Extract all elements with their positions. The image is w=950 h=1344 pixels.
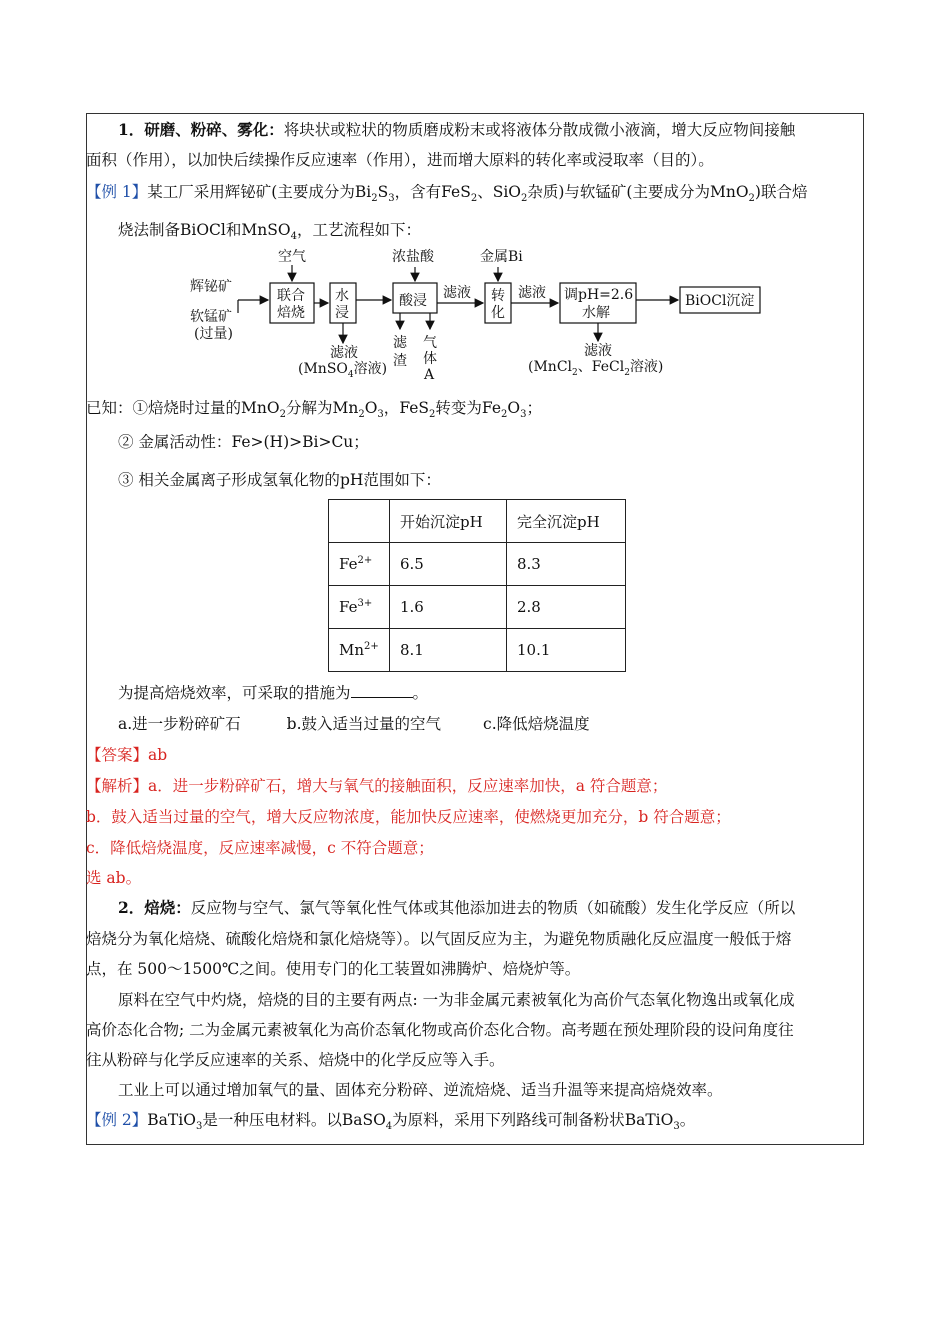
flow-water2: 浸	[335, 305, 349, 321]
example1-text-a: 某工厂采用辉铋矿(主要成分为	[147, 183, 355, 201]
end-ph-cell: 2.8	[507, 586, 626, 629]
answer-value: ab	[148, 746, 168, 764]
table-corner-cell	[329, 500, 390, 543]
analysis-tag: 【解析】	[86, 777, 149, 795]
known-text-i: 范围如下：	[363, 471, 441, 489]
known-text-h: ③ 相关金属离子形成氢氧化物的	[118, 471, 340, 489]
analysis-b: b．鼓入适当过量的空气，增大反应物浓度，能加快反应速率，使燃烧更加充分，b 符合题意；	[86, 808, 731, 826]
ph-range-table	[328, 499, 626, 672]
table-header-row	[329, 500, 626, 543]
question-options	[118, 714, 590, 734]
section1-line1	[118, 120, 795, 140]
flow-roast2: 焙烧	[277, 305, 305, 321]
table-header-end: 完全沉淀pH	[507, 500, 626, 543]
option-a: a.进一步粉碎矿石	[118, 715, 241, 733]
example1-text-e: 烧法制备BiOCl和	[118, 221, 242, 239]
formula-mn2o3: $Mn_2O_3$	[332, 399, 384, 421]
end-ph-cell: 8.3	[507, 543, 626, 586]
flow-residue1: 滤	[393, 335, 407, 351]
flow-excess: (过量)	[194, 326, 233, 342]
analysis-line1	[86, 776, 667, 796]
start-ph-cell: 6.5	[390, 543, 507, 586]
flow-filtrate1: 滤液	[330, 345, 358, 361]
formula-fe2o3: $Fe_2O_3$	[481, 399, 527, 421]
example2-text-a: 是一种压电材料。以	[202, 1111, 342, 1129]
formula-batio3: BaTiO$_3$	[147, 1111, 203, 1133]
section2-heading: 2．焙烧：	[118, 898, 191, 917]
ion-cell: $Fe^{2+}$	[329, 543, 390, 586]
formula-batio3-b: BaTiO$_3$	[624, 1111, 680, 1133]
flow-product: BiOCl沉淀	[685, 293, 755, 309]
answer-tag: 【答案】	[86, 746, 149, 764]
example1-text-d: )联合焙	[754, 183, 808, 201]
section1-line2: 面积（作用），以加快后续操作反应速率（作用），进而增大原料的转化率或浸取率（目的）。	[86, 151, 714, 169]
known-line3	[118, 470, 441, 490]
flow-roast1: 联合	[277, 288, 305, 304]
question-text: 为提高焙烧效率，可采取的措施为	[118, 684, 351, 702]
section2-para3: 工业上可以通过增加氧气的量、固体充分粉碎、逆流焙烧、适当升温等来提高焙烧效率。	[118, 1081, 723, 1099]
formula-fes2-b: FeS$_2$	[399, 399, 436, 421]
analysis-a: a．进一步粉碎矿石，增大与氧气的接触面积，反应速率加快，a 符合题意；	[148, 777, 668, 795]
metal-activity: Fe>(H)>Bi>Cu	[231, 433, 354, 451]
example2-text-b: 为原料，采用下列路线可制备粉状	[392, 1111, 625, 1129]
analysis-conclusion: 选 ab。	[86, 869, 142, 887]
flow-ore2: 软锰矿	[190, 309, 232, 325]
example1-text-f: ，工艺流程如下：	[296, 221, 421, 239]
ion-cell: $Fe^{3+}$	[329, 586, 390, 629]
flow-bi: 金属Bi	[480, 249, 523, 265]
section2-para2-line1: 原料在空气中灼烧，焙烧的目的主要有两点: 一为非金属元素被氧化为高价气态氧化物逸出或氧化成	[118, 991, 795, 1009]
flow-acid: 酸浸	[399, 293, 427, 309]
ph-symbol: pH	[339, 471, 364, 489]
example2-line	[86, 1110, 695, 1137]
start-ph-cell: 1.6	[390, 586, 507, 629]
known-text-b: 分解为	[285, 399, 333, 417]
example1-line1	[86, 182, 807, 209]
end-ph-cell: 10.1	[507, 629, 626, 672]
known-line2	[118, 432, 369, 452]
flow-residue2: 渣	[393, 353, 407, 369]
section2-para2-line3: 往从粉碎与化学反应速率的关系、焙烧中的化学反应等入手。	[86, 1051, 505, 1069]
example2-tag: 【例 2】	[86, 1111, 148, 1129]
question-end: 。	[412, 684, 429, 702]
section2-line3: 点，在 500～1500℃之间。使用专门的化工装置如沸腾炉、焙烧炉等。	[86, 960, 581, 978]
flow-gas2: 体	[423, 351, 437, 367]
process-flow-diagram	[180, 245, 780, 385]
flow-hydro2: 水解	[582, 305, 610, 321]
flow-conv1: 转	[491, 288, 505, 304]
flow-gas1: 气	[423, 335, 437, 351]
table-header-start: 开始沉淀pH	[390, 500, 507, 543]
flow-water1: 水	[335, 288, 349, 304]
answer-line	[86, 745, 167, 765]
section2-line2: 焙烧分为氧化焙烧、硫酸化焙烧和氯化焙烧等）。以气固反应为主，为避免物质融化反应温度一般低于熔	[86, 930, 792, 948]
formula-bi2s3: $Bi_2S_3$	[354, 183, 395, 205]
example1-line2	[118, 220, 421, 247]
table-row	[329, 629, 626, 672]
known-text-f: ② 金属活动性：	[118, 433, 232, 451]
flow-hcl: 浓盐酸	[392, 249, 434, 265]
flow-filtrate3: 滤液	[518, 285, 546, 301]
formula-fes2: FeS$_2$	[441, 183, 478, 205]
analysis-c: c．降低焙烧温度，反应速率减慢，c 不符合题意；	[86, 839, 434, 857]
option-b: b.鼓入适当过量的空气	[286, 715, 442, 733]
table-row	[329, 543, 626, 586]
section2-line1	[118, 898, 795, 918]
example2-end: 。	[679, 1111, 696, 1129]
section1-text: 将块状或粒状的物质磨成粉末或将液体分散成微小液滴，增大反应物间接触	[283, 121, 796, 139]
flow-filtrate1-formula: (MnSO$_4$溶液)	[298, 361, 388, 380]
flow-gas3: A	[424, 367, 435, 383]
section2-text: 反应物与空气、氯气等氧化性气体或其他添加进去的物质（如硫酸）发生化学反应（所以	[190, 899, 796, 917]
flow-filtrate2: 滤液	[443, 285, 471, 301]
formula-mno2: MnO$_2$	[709, 183, 755, 205]
table-row	[329, 586, 626, 629]
flow-filtrate4: 滤液	[584, 343, 612, 359]
option-c: c.降低焙烧温度	[483, 715, 590, 733]
example1-tag: 【例 1】	[86, 183, 148, 201]
section1-heading: 1．研磨、粉碎、雾化：	[118, 120, 284, 139]
ion-cell: $Mn^{2+}$	[329, 629, 390, 672]
flow-air: 空气	[278, 249, 306, 265]
formula-mnso4: MnSO$_4$	[241, 221, 297, 243]
start-ph-cell: 8.1	[390, 629, 507, 672]
known-text-g: ；	[353, 433, 369, 451]
known-text-c: ，	[383, 399, 400, 417]
flow-conv2: 化	[491, 305, 505, 321]
formula-sio2: SiO$_2$	[492, 183, 528, 205]
flow-ore1: 辉铋矿	[190, 279, 232, 295]
known-text-d: 转变为	[435, 399, 482, 417]
known-line1	[86, 398, 542, 425]
question-stem	[118, 683, 428, 703]
example1-text-c: 杂质)与软锰矿(主要成分为	[527, 183, 710, 201]
section2-para2-line2: 高价态化合物; 二为金属元素被氧化为高价态氧化物或高价态化合物。高考题在预处理阶段的设问角度往	[86, 1021, 794, 1039]
formula-mno2-b: MnO$_2$	[241, 399, 286, 421]
flow-filtrate4-formula: (MnCl$_2$、FeCl$_2$溶液)	[528, 359, 664, 378]
known-text-a: 已知：①焙烧时过量的	[86, 399, 242, 417]
known-text-e: ；	[526, 399, 542, 417]
example1-separator: 、	[477, 183, 493, 201]
formula-baso4: BaSO$_4$	[341, 1111, 393, 1133]
answer-blank	[351, 683, 413, 698]
flow-hydro1: 调pH=2.6	[564, 287, 634, 303]
example1-text-b: ，含有	[394, 183, 442, 201]
